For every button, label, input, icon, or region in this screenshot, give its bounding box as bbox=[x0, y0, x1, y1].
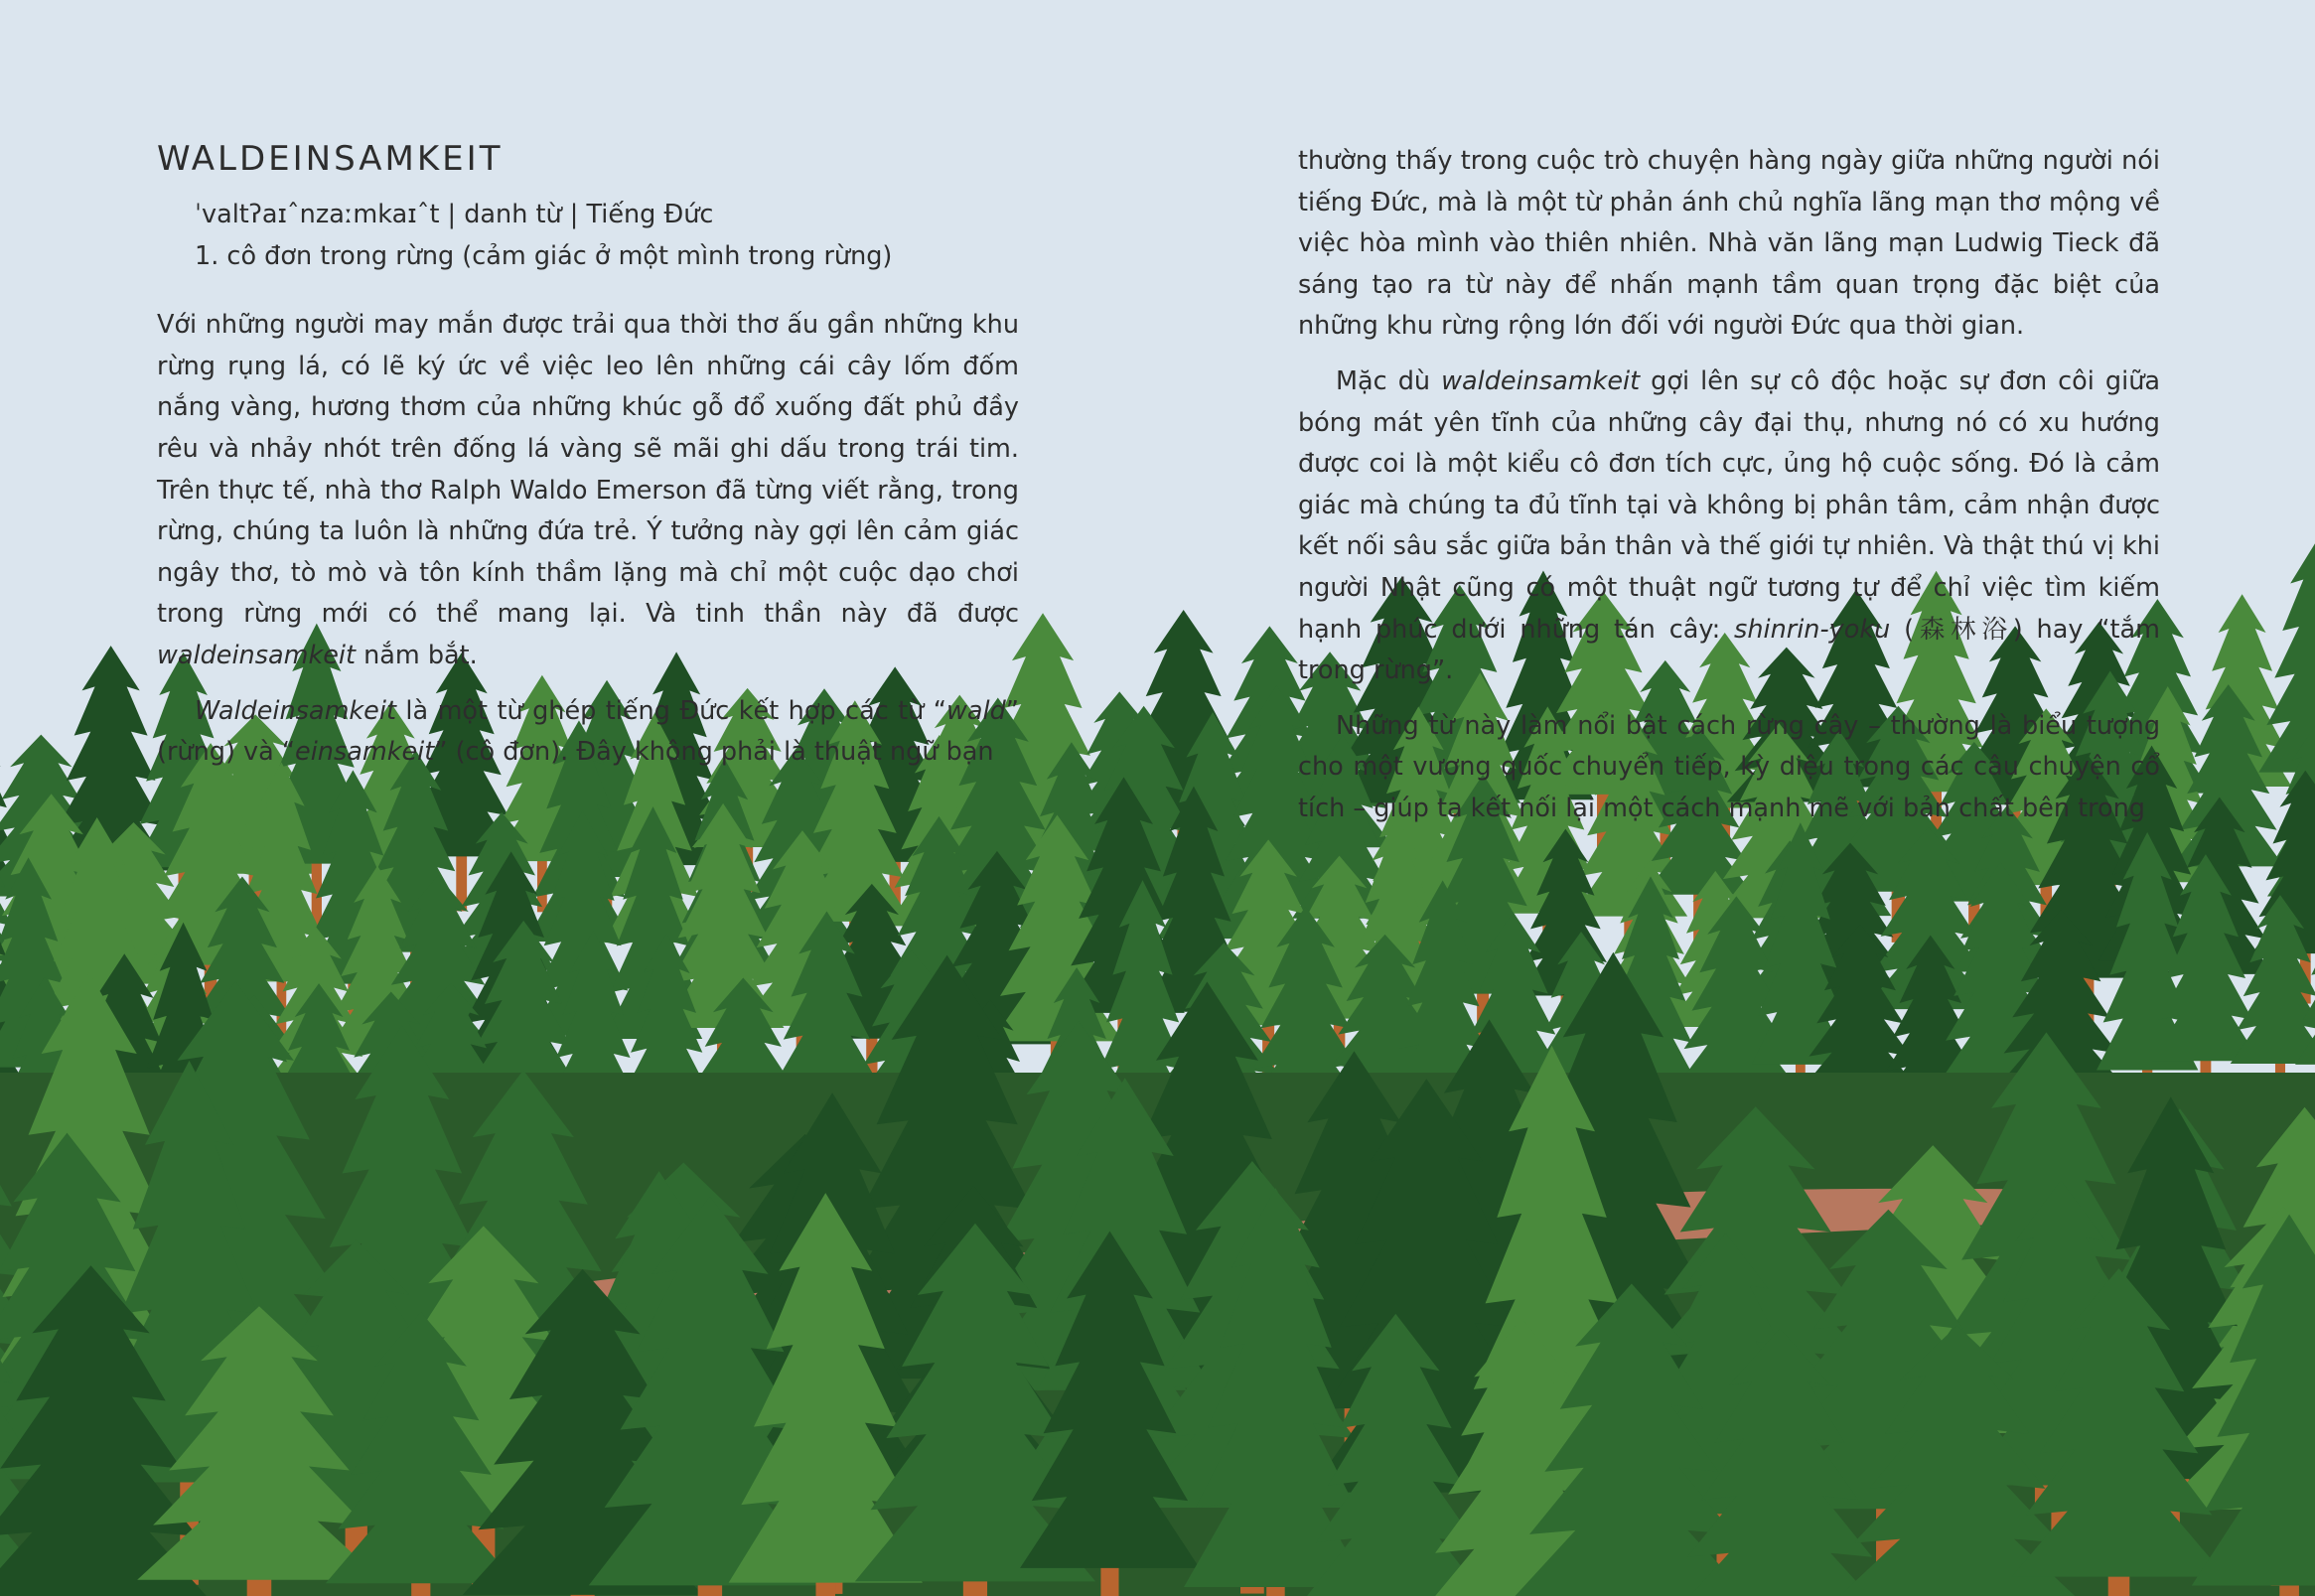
pronunciation-line: ˈvaltʔaɪˆnzaːmkaɪˆt | danh từ | Tiếng Đức bbox=[195, 200, 714, 229]
italic-term: Waldeinsamkeit bbox=[195, 695, 396, 726]
paragraph-5: Những từ này làm nổi bật cách rừng cây – thường là biểu tượng cho một vương quốc chuyển tiếp, kỳ diệu trong các câu chuyện cổ tích – giúp ta kết nối lại một cách mạnh mẽ với bản chất bên trong bbox=[1298, 710, 2160, 823]
paragraph-2-end: ” (cô đơn). Đây không phải là thuật ngữ bạn bbox=[434, 737, 994, 768]
paragraph-3: thường thấy trong cuộc trò chuyện hàng ngày giữa những người nói tiếng Đức, mà là một từ phản ánh chủ nghĩa lãng mạn thơ mộng về việc hòa mình vào thiên nhiên. Nhà văn lãng mạn Ludwig Tieck đã sáng tạo ra từ này để nhấn mạnh tầm quan trọng đặc biệt của những khu rừng rộng lớn đối với người Đức qua thời gian. bbox=[1298, 146, 2160, 342]
italic-term: einsamkeit bbox=[295, 737, 435, 768]
paragraph-2 bbox=[157, 691, 1019, 774]
italic-term: shinrin-yoku bbox=[1734, 614, 1891, 645]
paragraph-4-text: gợi lên sự cô độc hoặc sự đơn côi giữa bóng mát yên tĩnh của những cây đại thụ, nhưng nó có xu hướng được coi là một kiểu cô đơn tích cực, ủng hộ cuộc sống. Đó là cảm giác mà chúng ta đủ tĩnh tại và không bị phân tâm, cảm nhận được kết nối sâu sắc giữa bản thân và thế giới tự nhiên. Và thật thú vị khi người Nhật cũng có một thuật ngữ tương tự để chỉ việc tìm kiếm hạnh phúc dưới những tán cây: bbox=[1298, 365, 2160, 645]
paragraph-4-text: Mặc dù bbox=[1336, 365, 1442, 396]
entry-title: WALDEINSAMKEIT bbox=[157, 139, 504, 179]
left-column bbox=[157, 137, 1019, 788]
italic-term: waldeinsamkeit bbox=[157, 640, 356, 670]
paragraph-2-text: là một từ ghép tiếng Đức kết hợp các từ “ bbox=[395, 695, 947, 726]
paragraph-4 bbox=[1298, 362, 2160, 692]
paragraph-1-end: nắm bắt. bbox=[355, 640, 478, 670]
right-column bbox=[1298, 141, 2160, 844]
italic-term: wald bbox=[946, 695, 1006, 726]
paragraph-1 bbox=[157, 305, 1019, 676]
definition: 1. cô đơn trong rừng (cảm giác ở một mình trong rừng) bbox=[195, 240, 893, 271]
paragraph-1-text: Với những người may mắn được trải qua thời thơ ấu gần những khu rừng rụng lá, có lẽ ký ức về việc leo lên những cái cây lốm đốm nắng vàng, hương thơm của những khúc gỗ đổ xuống đất phủ đầy rêu và nhảy nhót trên đống lá vàng sẽ mãi ghi dấu trong trái tim. Trên thực tế, nhà thơ Ralph Waldo Emerson đã từng viết rằng, trong rừng, chúng ta luôn là những đứa trẻ. Ý tưởng này gợi lên cảm giác ngây thơ, tò mò và tôn kính thầm lặng mà chỉ một cuộc dạo chơi trong rừng mới có thể mang lại. Và tinh thần này đã được bbox=[157, 310, 1019, 630]
paragraph-2-text: ” (rừng) và “ bbox=[157, 695, 1019, 768]
paragraph-4-end: (森林浴) hay “tắm trong rừng”. bbox=[1298, 614, 2160, 686]
italic-term: waldeinsamkeit bbox=[1441, 365, 1641, 396]
